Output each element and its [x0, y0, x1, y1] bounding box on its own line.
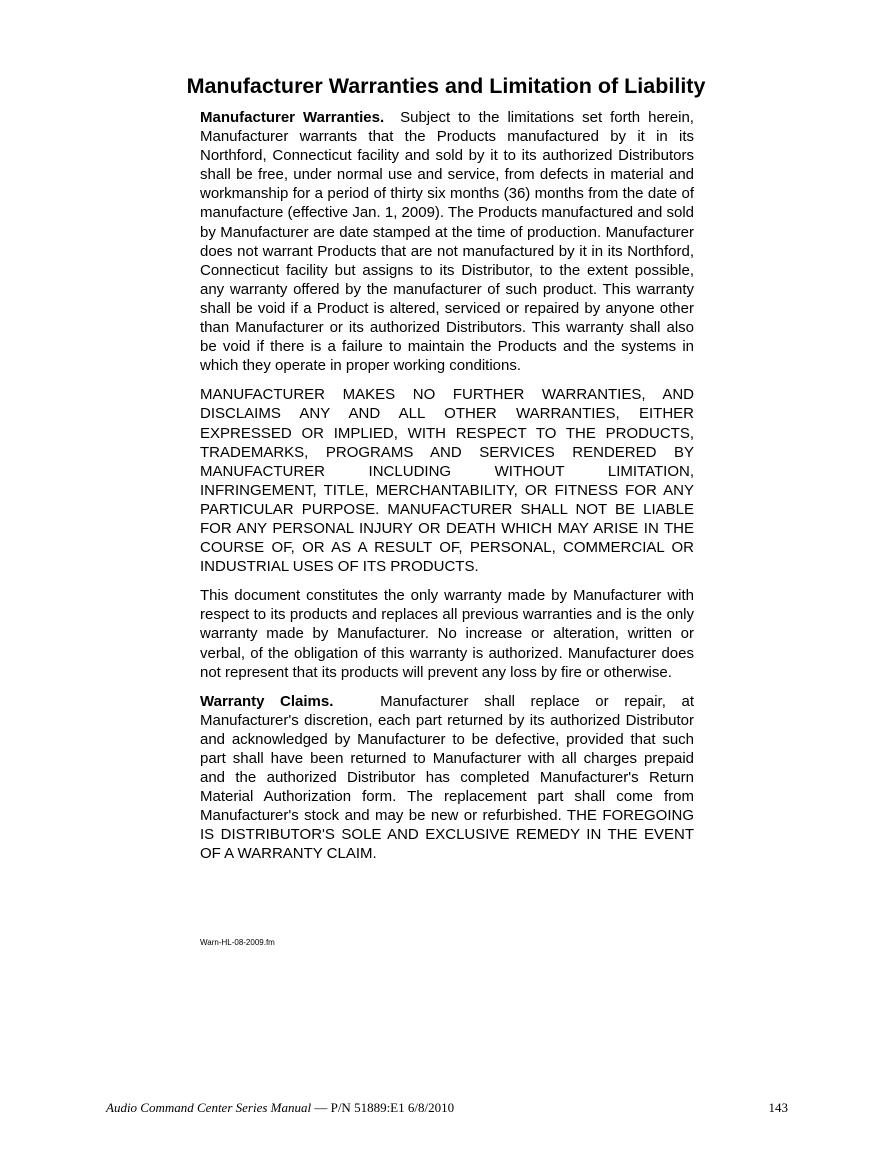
paragraph-only-warranty [200, 586, 694, 681]
body-text [200, 108, 694, 874]
page-footer [0, 1099, 892, 1117]
paragraph-text: MANUFACTURER MAKES NO FURTHER WARRANTIES, AND DISCLAIMS ANY AND ALL OTHER WARRANTIES, EITHER EXPRESSED OR IMPLIED, WITH RESPECT TO THE PRODUCTS, TRADEMARKS, PROGRAMS AND SERVICES RENDERED BY MANUFACTURER INCLUDING WITHOUT LIMITATION, INFRINGEMENT, TITLE, MERCHANTABILITY, OR FITNESS FOR ANY PARTICULAR PURPOSE. MANUFACTURER SHALL NOT BE LIABLE FOR ANY PERSONAL INJURY OR DEATH WHICH MAY ARISE IN THE COURSE OF, OR AS A RESULT OF, PERSONAL, COMMERCIAL OR INDUSTRIAL USES OF ITS PRODUCTS. [200, 386, 694, 576]
paragraph-text: Subject to the limitations set forth herein, Manufacturer warrants that the Products manufactured by it in its Northford, Connecticut facility and sold by it to its authorized Distributors shall be free, under normal use and service, from defects in material and workmanship for a period of thirty six months (36) months from the date of manufacture (effective Jan. 1, 2009). The Products manufactured and sold by Manufacturer are date stamped at the time of production. Manufacturer does not warrant Products that are not manufactured by it in its Northford, Connecticut facility but assigns to its Distributor, to the extent possible, any warranty offered by the manufacturer of such product. This warranty shall be void if a Product is altered, serviced or repaired by anyone other than Manufacturer or its authorized Distributors. This warranty shall also be void if there is a failure to maintain the Products and the systems in which they operate in proper working conditions. [200, 109, 694, 375]
paragraph-warranty-claims [200, 692, 694, 864]
paragraph-lead-heading: Manufacturer Warranties. [200, 109, 385, 126]
footer-page-number: 143 [768, 1100, 788, 1115]
paragraph-text: Manufacturer shall replace or repair, at Manufacturer's discretion, each part returned by its authorized Distributor and acknowledged by Manufacturer to be defective, provided that such part shall have been returned to Manufacturer with all charges prepaid and the authorized Distributor has completed Manufacturer's Return Material Authorization form. The replacement part shall come from Manufacturer's stock and may be new or refurbished. THE FOREGOING IS DISTRIBUTOR'S SOLE AND EXCLUSIVE REMEDY IN THE EVENT OF A WARRANTY CLAIM. [200, 692, 694, 863]
paragraph-manufacturer-warranties [200, 108, 694, 375]
footer-manual-title: Audio Command Center Series Manual [106, 1100, 312, 1115]
paragraph-disclaimer [200, 385, 694, 576]
paragraph-text: This document constitutes the only warranty made by Manufacturer with respect to its products and replaces all previous warranties and is the only warranty made by Manufacturer. No increase or alteration, written or verbal, of the obligation of this warranty is authorized. Manufacturer does not represent that its products will prevent any loss by fire or otherwise. [200, 587, 694, 681]
footer-part-info: — P/N 51889:E1 6/8/2010 [311, 1100, 455, 1115]
page-title: Manufacturer Warranties and Limitation of Liability [186, 74, 706, 98]
paragraph-lead-heading: Warranty Claims. [200, 692, 334, 710]
footer-manual-info [106, 1099, 454, 1117]
file-reference: Warn-HL-08-2009.fm [200, 938, 275, 947]
